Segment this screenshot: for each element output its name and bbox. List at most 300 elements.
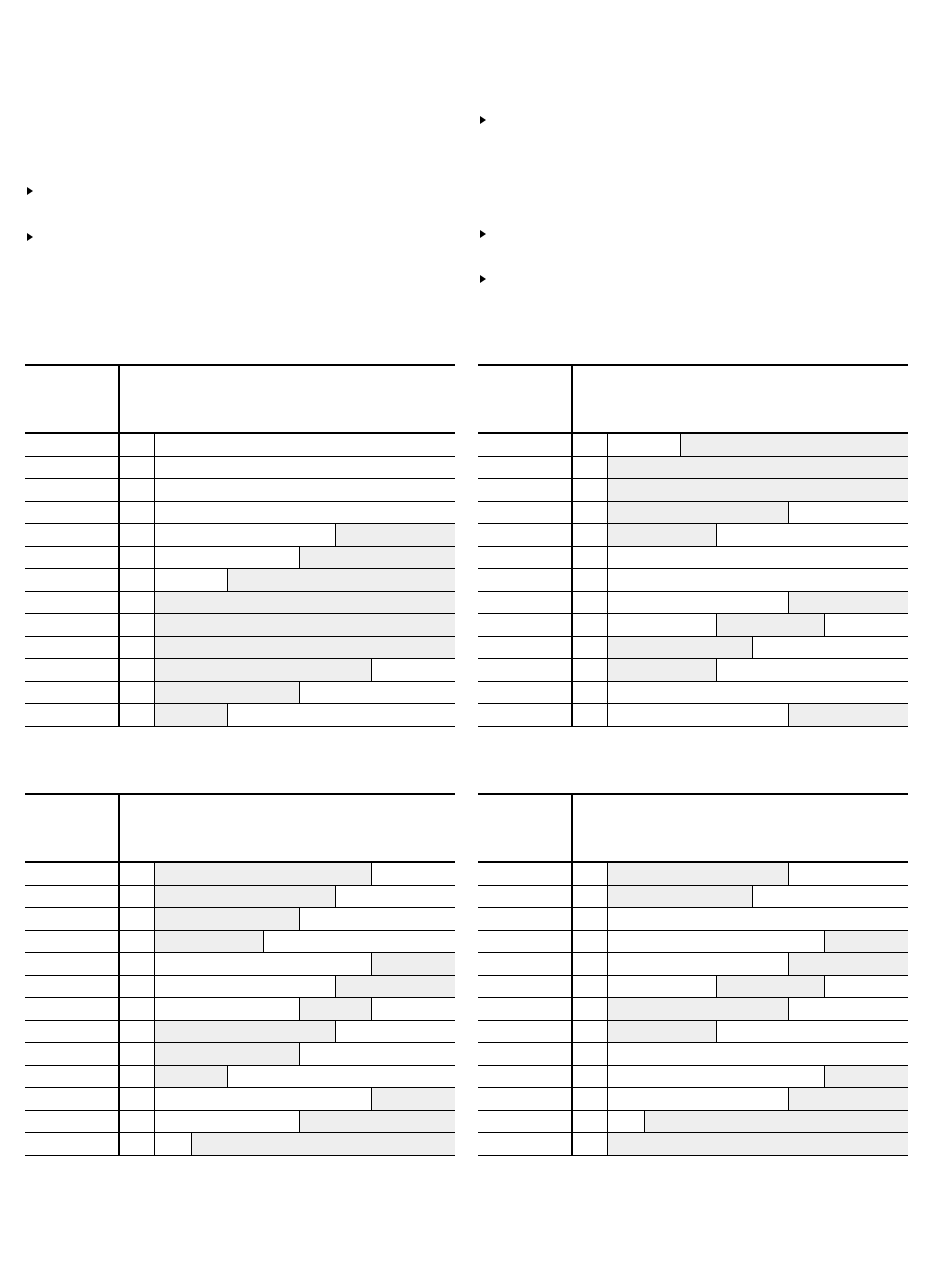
row-marker-cell (573, 1066, 608, 1088)
bullet-marker (480, 275, 486, 283)
row-label (25, 931, 120, 953)
row-label (478, 524, 573, 546)
timeline-segment-filled (155, 886, 335, 908)
row-marker-cell (573, 592, 608, 614)
row-label (25, 457, 120, 479)
table-row (25, 1043, 455, 1066)
row-marker-cell (120, 1088, 155, 1110)
row-label (478, 502, 573, 524)
row-label (25, 659, 120, 681)
timeline-segment-filled (335, 524, 455, 546)
row-marker-cell (573, 457, 608, 479)
row-marker-cell (573, 976, 608, 998)
table-row (25, 1066, 455, 1089)
table-header (25, 793, 455, 863)
timeline-segment-empty (608, 1111, 644, 1133)
row-marker-cell (573, 1111, 608, 1133)
table-row (25, 863, 455, 886)
timeline-segment-empty (608, 1088, 788, 1110)
timeline-segment-empty (608, 1066, 824, 1088)
timeline-track (155, 457, 455, 479)
row-label (25, 908, 120, 930)
row-marker-cell (120, 502, 155, 524)
row-label (25, 547, 120, 569)
timeline-segment-empty (155, 953, 371, 975)
timeline-segment-filled (608, 502, 788, 524)
timeline-segment-empty (788, 502, 908, 524)
table-row (25, 931, 455, 954)
row-label (25, 479, 120, 501)
table-row (478, 1043, 908, 1066)
timeline-segment-empty (608, 614, 716, 636)
table-row (25, 704, 455, 727)
timeline-track (608, 1133, 908, 1155)
timeline-segment-filled (299, 1111, 455, 1133)
timeline-segment-empty (788, 998, 908, 1020)
row-marker-cell (573, 682, 608, 704)
schedule-table-1 (25, 364, 455, 727)
row-marker-cell (573, 863, 608, 885)
timeline-track (155, 1066, 455, 1088)
row-label (25, 998, 120, 1020)
row-label (25, 614, 120, 636)
timeline-segment-filled (155, 637, 455, 659)
timeline-segment-filled (788, 953, 908, 975)
table-row (478, 863, 908, 886)
timeline-track (608, 1111, 908, 1133)
table-row (478, 569, 908, 592)
table-row (478, 592, 908, 615)
timeline-segment-filled (608, 886, 752, 908)
table-row (478, 614, 908, 637)
bullet-marker (480, 116, 486, 124)
row-marker-cell (573, 886, 608, 908)
timeline-segment-filled (680, 434, 908, 456)
timeline-segment-empty (752, 637, 908, 659)
timeline-segment-filled (155, 659, 371, 681)
timeline-segment-filled (155, 682, 299, 704)
table-row (25, 1088, 455, 1111)
timeline-segment-filled (716, 614, 824, 636)
row-label (25, 1043, 120, 1065)
timeline-segment-filled (155, 592, 455, 614)
timeline-segment-empty (227, 1066, 455, 1088)
row-label (478, 976, 573, 998)
table-row (25, 976, 455, 999)
timeline-segment-filled (371, 1088, 455, 1110)
timeline-segment-empty (824, 614, 908, 636)
row-label (478, 569, 573, 591)
timeline-track (155, 953, 455, 975)
schedule-table-3 (25, 793, 455, 1156)
row-marker-cell (573, 1088, 608, 1110)
row-label (25, 1133, 120, 1155)
table-row (478, 886, 908, 909)
timeline-segment-filled (788, 592, 908, 614)
timeline-track (155, 931, 455, 953)
row-marker-cell (120, 1021, 155, 1043)
row-marker-cell (120, 1043, 155, 1065)
table-row (478, 704, 908, 727)
timeline-segment-empty (608, 547, 908, 569)
row-marker-cell (573, 908, 608, 930)
table-row (478, 976, 908, 999)
bullet-marker (480, 230, 486, 238)
timeline-segment-empty (155, 479, 455, 501)
table-row (25, 886, 455, 909)
table-row (478, 682, 908, 705)
timeline-segment-empty (608, 592, 788, 614)
table-row (478, 502, 908, 525)
table-row (478, 1021, 908, 1044)
row-marker-cell (573, 998, 608, 1020)
timeline-track (608, 659, 908, 681)
row-marker-cell (120, 953, 155, 975)
row-marker-cell (573, 524, 608, 546)
timeline-segment-empty (788, 863, 908, 885)
row-label (478, 479, 573, 501)
table-row (478, 1088, 908, 1111)
timeline-segment-filled (716, 976, 824, 998)
timeline-track (608, 637, 908, 659)
timeline-segment-filled (155, 704, 227, 726)
table-row (25, 908, 455, 931)
timeline-segment-filled (608, 659, 716, 681)
table-row (478, 479, 908, 502)
timeline-segment-empty (155, 998, 299, 1020)
row-marker-cell (120, 479, 155, 501)
timeline-segment-empty (608, 976, 716, 998)
timeline-track (155, 659, 455, 681)
row-marker-cell (573, 547, 608, 569)
row-label (25, 434, 120, 456)
timeline-track (155, 1043, 455, 1065)
timeline-track (155, 569, 455, 591)
timeline-segment-empty (155, 434, 455, 456)
row-label (25, 682, 120, 704)
timeline-segment-empty (608, 1043, 908, 1065)
row-label (25, 569, 120, 591)
timeline-track (608, 434, 908, 456)
timeline-segment-empty (227, 704, 455, 726)
row-marker-cell (120, 704, 155, 726)
row-marker-cell (120, 1133, 155, 1155)
timeline-segment-empty (752, 886, 908, 908)
row-label (478, 704, 573, 726)
timeline-segment-filled (155, 1043, 299, 1065)
timeline-segment-empty (155, 1111, 299, 1133)
timeline-segment-empty (608, 682, 908, 704)
timeline-segment-filled (155, 908, 299, 930)
row-label (25, 863, 120, 885)
table-row (25, 592, 455, 615)
row-marker-cell (573, 953, 608, 975)
timeline-segment-filled (608, 863, 788, 885)
row-label (478, 547, 573, 569)
bullet-marker (27, 233, 33, 241)
table-row (25, 953, 455, 976)
row-label (478, 863, 573, 885)
timeline-track (155, 592, 455, 614)
row-label (478, 886, 573, 908)
timeline-track (608, 863, 908, 885)
timeline-track (608, 998, 908, 1020)
timeline-segment-empty (608, 434, 680, 456)
row-marker-cell (120, 434, 155, 456)
timeline-segment-empty (299, 908, 455, 930)
timeline-track (155, 1111, 455, 1133)
timeline-segment-empty (716, 524, 908, 546)
timeline-segment-empty (155, 547, 299, 569)
table-row (478, 659, 908, 682)
row-marker-cell (573, 637, 608, 659)
row-label (25, 886, 120, 908)
row-marker-cell (120, 998, 155, 1020)
timeline-track (608, 592, 908, 614)
timeline-segment-empty (608, 569, 908, 591)
timeline-segment-filled (191, 1133, 455, 1155)
table-row (25, 434, 455, 457)
row-label (478, 998, 573, 1020)
row-marker-cell (120, 886, 155, 908)
row-marker-cell (120, 547, 155, 569)
table-header (25, 364, 455, 434)
row-marker-cell (573, 704, 608, 726)
row-marker-cell (120, 614, 155, 636)
row-marker-cell (573, 1133, 608, 1155)
timeline-segment-filled (608, 1021, 716, 1043)
row-label (25, 1088, 120, 1110)
timeline-track (608, 953, 908, 975)
row-marker-cell (573, 931, 608, 953)
timeline-segment-filled (299, 547, 455, 569)
timeline-segment-empty (155, 976, 335, 998)
table-row (478, 1111, 908, 1134)
timeline-track (155, 976, 455, 998)
timeline-segment-empty (371, 863, 455, 885)
row-label (478, 953, 573, 975)
timeline-track (608, 886, 908, 908)
row-marker-cell (573, 1043, 608, 1065)
timeline-segment-filled (155, 614, 455, 636)
table-row (478, 1066, 908, 1089)
row-label (25, 704, 120, 726)
timeline-segment-filled (227, 569, 455, 591)
row-marker-cell (573, 479, 608, 501)
row-marker-cell (120, 592, 155, 614)
timeline-segment-empty (335, 886, 455, 908)
timeline-segment-filled (608, 637, 752, 659)
timeline-track (155, 704, 455, 726)
timeline-segment-filled (608, 457, 908, 479)
timeline-segment-empty (824, 976, 908, 998)
row-marker-cell (120, 637, 155, 659)
timeline-segment-filled (155, 931, 263, 953)
row-marker-cell (120, 976, 155, 998)
timeline-segment-empty (155, 457, 455, 479)
table-row (25, 569, 455, 592)
header-divider (571, 795, 573, 861)
table-row (25, 1133, 455, 1156)
timeline-segment-empty (608, 931, 824, 953)
table-row (478, 908, 908, 931)
table-row (478, 434, 908, 457)
row-label (478, 592, 573, 614)
timeline-track (155, 998, 455, 1020)
timeline-track (608, 547, 908, 569)
row-marker-cell (573, 1021, 608, 1043)
timeline-track (155, 547, 455, 569)
timeline-track (155, 434, 455, 456)
timeline-track (608, 1043, 908, 1065)
row-label (478, 614, 573, 636)
row-marker-cell (120, 863, 155, 885)
timeline-segment-filled (608, 998, 788, 1020)
table-row (25, 614, 455, 637)
row-label (25, 1111, 120, 1133)
timeline-segment-empty (155, 502, 455, 524)
table-row (25, 524, 455, 547)
timeline-track (608, 931, 908, 953)
table-row (478, 998, 908, 1021)
bullet-marker (27, 187, 33, 195)
header-divider (571, 366, 573, 432)
timeline-segment-empty (155, 1133, 191, 1155)
timeline-track (608, 1066, 908, 1088)
timeline-segment-empty (299, 682, 455, 704)
table-row (478, 953, 908, 976)
row-marker-cell (120, 1111, 155, 1133)
table-row (25, 1021, 455, 1044)
timeline-track (155, 908, 455, 930)
table-row (25, 547, 455, 570)
row-label (25, 524, 120, 546)
row-label (478, 637, 573, 659)
timeline-segment-filled (371, 953, 455, 975)
row-marker-cell (120, 682, 155, 704)
timeline-segment-empty (716, 659, 908, 681)
timeline-segment-filled (608, 479, 908, 501)
timeline-segment-empty (608, 704, 788, 726)
timeline-segment-filled (299, 998, 371, 1020)
timeline-segment-empty (371, 998, 455, 1020)
row-label (25, 502, 120, 524)
table-row (478, 524, 908, 547)
row-label (478, 1021, 573, 1043)
timeline-segment-empty (263, 931, 455, 953)
row-label (478, 1133, 573, 1155)
timeline-track (155, 502, 455, 524)
timeline-track (155, 1021, 455, 1043)
timeline-track (608, 569, 908, 591)
timeline-segment-filled (155, 1066, 227, 1088)
timeline-segment-filled (608, 524, 716, 546)
timeline-track (608, 704, 908, 726)
row-label (478, 1043, 573, 1065)
timeline-segment-filled (824, 1066, 908, 1088)
timeline-track (155, 524, 455, 546)
timeline-track (608, 479, 908, 501)
row-marker-cell (573, 659, 608, 681)
timeline-segment-empty (155, 569, 227, 591)
timeline-track (608, 908, 908, 930)
table-row (25, 457, 455, 480)
timeline-track (155, 682, 455, 704)
table-row (478, 931, 908, 954)
timeline-segment-filled (788, 704, 908, 726)
timeline-track (155, 1133, 455, 1155)
timeline-segment-empty (716, 1021, 908, 1043)
row-label (478, 931, 573, 953)
timeline-segment-filled (644, 1111, 908, 1133)
timeline-track (155, 863, 455, 885)
schedule-table-4 (478, 793, 908, 1156)
timeline-track (608, 976, 908, 998)
timeline-track (608, 682, 908, 704)
row-label (25, 953, 120, 975)
timeline-segment-empty (371, 659, 455, 681)
timeline-track (155, 479, 455, 501)
timeline-segment-filled (824, 931, 908, 953)
timeline-track (608, 614, 908, 636)
table-row (25, 998, 455, 1021)
timeline-track (608, 1021, 908, 1043)
timeline-segment-empty (608, 953, 788, 975)
timeline-segment-empty (608, 908, 908, 930)
timeline-segment-filled (335, 976, 455, 998)
timeline-track (608, 1088, 908, 1110)
timeline-track (155, 614, 455, 636)
table-row (25, 1111, 455, 1134)
timeline-track (155, 1088, 455, 1110)
table-row (478, 1133, 908, 1156)
row-marker-cell (120, 1066, 155, 1088)
timeline-segment-empty (155, 1088, 371, 1110)
row-label (478, 908, 573, 930)
row-label (25, 1021, 120, 1043)
timeline-segment-empty (155, 524, 335, 546)
timeline-track (608, 502, 908, 524)
row-marker-cell (120, 524, 155, 546)
row-label (25, 637, 120, 659)
row-label (478, 457, 573, 479)
row-label (478, 1088, 573, 1110)
table-row (25, 682, 455, 705)
timeline-segment-filled (155, 863, 371, 885)
row-label (478, 1066, 573, 1088)
row-marker-cell (573, 434, 608, 456)
row-label (478, 1111, 573, 1133)
row-marker-cell (573, 614, 608, 636)
table-row (478, 547, 908, 570)
timeline-segment-filled (788, 1088, 908, 1110)
header-divider (118, 795, 120, 861)
timeline-track (608, 457, 908, 479)
table-row (25, 659, 455, 682)
table-row (25, 502, 455, 525)
row-label (25, 1066, 120, 1088)
timeline-track (608, 524, 908, 546)
table-row (25, 637, 455, 660)
timeline-segment-filled (608, 1133, 908, 1155)
row-marker-cell (120, 569, 155, 591)
row-label (25, 592, 120, 614)
table-header (478, 364, 908, 434)
schedule-table-2 (478, 364, 908, 727)
timeline-segment-empty (299, 1043, 455, 1065)
timeline-track (155, 886, 455, 908)
row-marker-cell (120, 457, 155, 479)
